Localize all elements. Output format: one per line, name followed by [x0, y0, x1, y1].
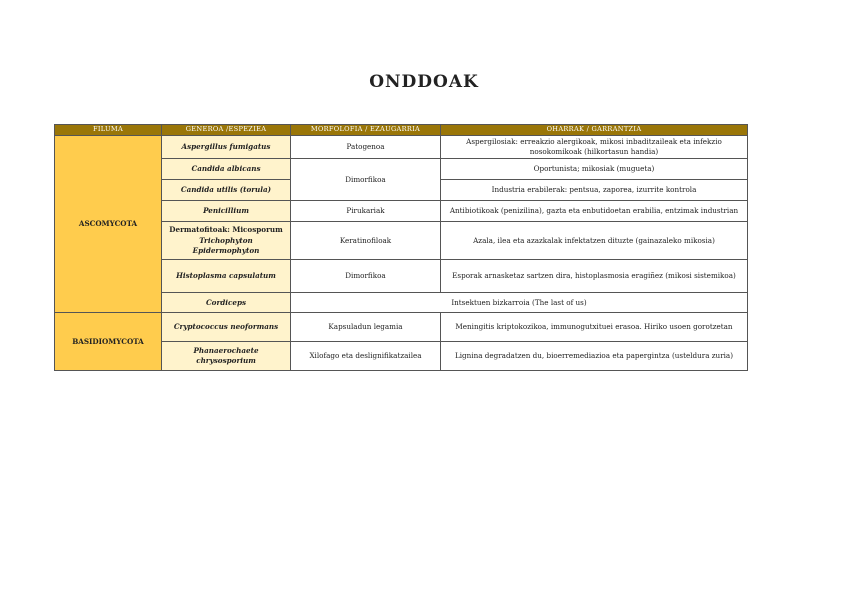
- notes-cell: Oportunista; mikosiak (mugueta): [441, 159, 748, 180]
- header-species: GENEROA /ESPEZIEA: [162, 125, 291, 136]
- morphology-cell: Patogenoa: [291, 135, 441, 159]
- header-morphology: MORFOLOFIA / EZAUGARRIA: [291, 125, 441, 136]
- species-cell: Histoplasma capsulatum: [162, 260, 291, 293]
- species-cell: Cordiceps: [162, 293, 291, 313]
- morphology-cell: Kapsuladun legamia: [291, 313, 441, 342]
- notes-cell: Intsektuen bizkarroia (The last of us): [291, 293, 748, 313]
- morphology-cell: Dimorfikoa: [291, 260, 441, 293]
- notes-cell: Antibiotikoak (penizilina), gazta eta enbutidoetan erabilia, entzimak industrian: [441, 201, 748, 222]
- species-cell: Penicillium: [162, 201, 291, 222]
- fungi-table: [54, 124, 748, 371]
- table-row: [55, 135, 748, 159]
- phylum-basidiomycota: BASIDIOMYCOTA: [55, 313, 162, 371]
- page-title: ONDDOAK: [369, 72, 479, 92]
- notes-cell: Aspergilosiak: erreakzio alergikoak, mikosi inbaditzaileak eta infekzio nosokomikoak (hilkortasun handia): [441, 135, 748, 159]
- header-notes: OHARRAK / GARRANTZIA: [441, 125, 748, 136]
- species-cell: [162, 222, 291, 260]
- species-cell: Candida utilis (torula): [162, 180, 291, 201]
- species-cell: Aspergillus fumigatus: [162, 135, 291, 159]
- species-cell: Cryptococcus neoformans: [162, 313, 291, 342]
- notes-cell: Esporak arnasketaz sartzen dira, histoplasmosia eragiñez (mikosi sistemikoa): [441, 260, 748, 293]
- species-line: Dermatofitoak: Micosporum: [169, 225, 283, 235]
- header-phylum: FILUMA: [55, 125, 162, 136]
- phylum-ascomycota: ASCOMYCOTA: [55, 135, 162, 313]
- species-line: Epidermophyton: [192, 246, 260, 256]
- notes-cell: Industria erabilerak: pentsua, zaporea, izurrite kontrola: [441, 180, 748, 201]
- morphology-cell: Xilofago eta deslignifikatzailea: [291, 342, 441, 371]
- notes-cell: Azala, ilea eta azazkalak infektatzen dituzte (gainazaleko mikosia): [441, 222, 748, 260]
- table-header-row: [55, 125, 748, 136]
- table-row: [55, 313, 748, 342]
- species-cell: Candida albicans: [162, 159, 291, 180]
- species-cell: Phanaerochaete chrysosporium: [162, 342, 291, 371]
- morphology-cell: Dimorfikoa: [291, 159, 441, 201]
- notes-cell: Meningitis kriptokozikoa, immunogutxituei erasoa. Hiriko usoen gorotzetan: [441, 313, 748, 342]
- notes-cell: Lignina degradatzen du, bioerremediazioa eta papergintza (usteldura zuria): [441, 342, 748, 371]
- morphology-cell: Pirukariak: [291, 201, 441, 222]
- morphology-cell: Keratinofiloak: [291, 222, 441, 260]
- species-line: Trichophyton: [199, 235, 253, 245]
